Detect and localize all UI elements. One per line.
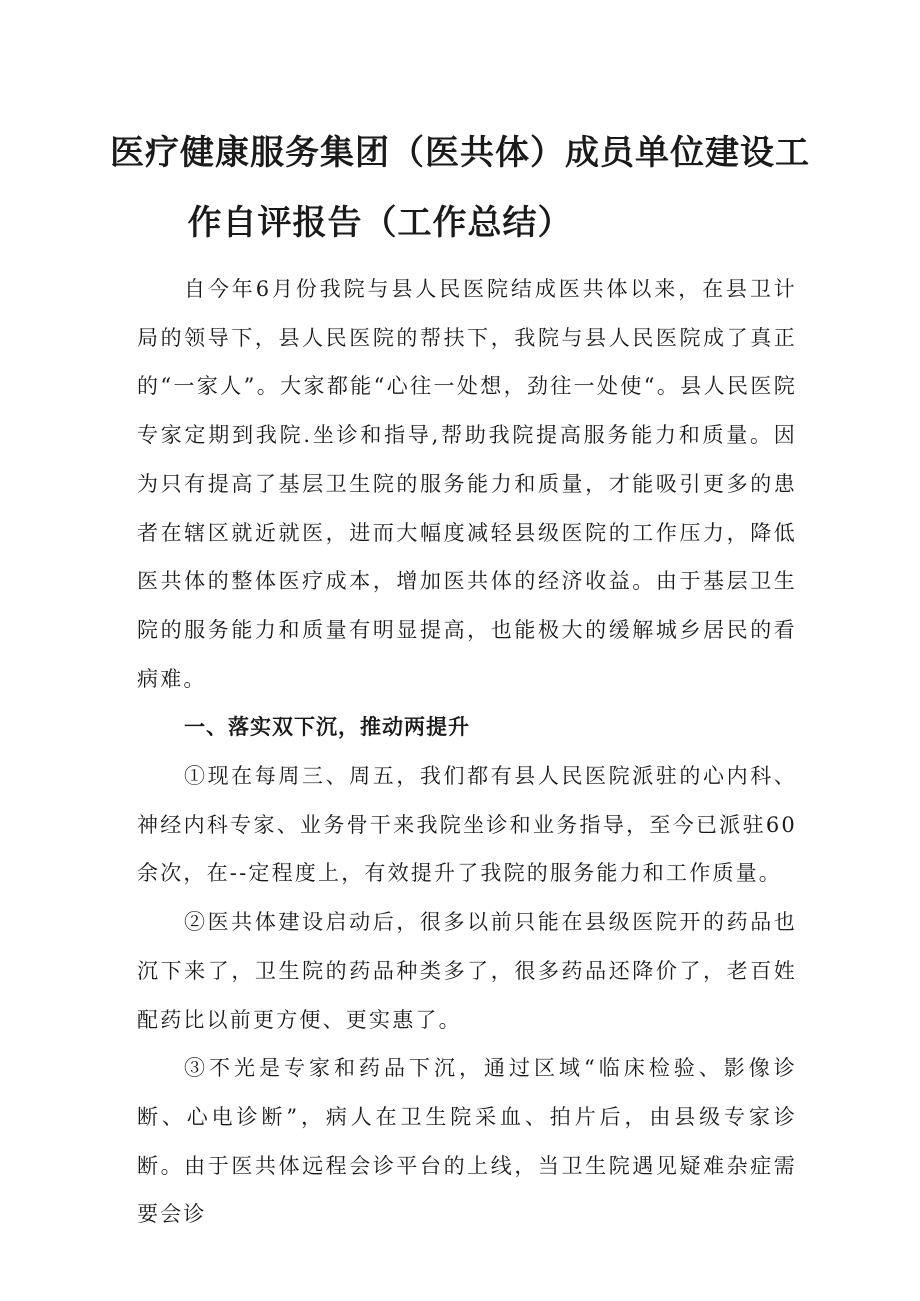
intro-paragraph: 自今年6月份我院与县人民医院结成医共体以来，在县卫计局的领导下，县人民医院的帮扶下，我院与县人民医院成了真正的“一家人”。大家都能“心往一处想，劲往一处使“。县人民医院专家定期到我院.坐诊和指导,帮助我院提高服务能力和质量。因为只有提高了基层卫生院的服务能力和质量，才能吸引更多的患者在辖区就近就医，进而大幅度减轻县级医院的工作压力，降低医共体的整体医疗成本，增加医共体的经济收益。由于基层卫生院的服务能力和质量有明显提高，也能极大的缓解城乡居民的看病难。	[137, 277, 797, 691]
document-body	[137, 265, 797, 1239]
section-heading-1: 一、落实双下沉，推动两提升	[184, 715, 470, 740]
section1-item-2: ②医共体建设启动后，很多以前只能在县级医院开的药品也沉下来了，卫生院的药品种类多了，很多药品还降价了，老百姓配药比以前更方便、更实惠了。	[137, 910, 797, 1032]
document-title-line-2: 作自评报告（工作总结）	[187, 203, 573, 243]
section1-item-1: ①现在每周三、周五，我们都有县人民医院派驻的心内科、神经内科专家、业务骨干来我院坐诊和业务指导，至今已派驻60余次，在--定程度上，有效提升了我院的服务能力和工作质量。	[137, 764, 797, 886]
section1-item-3: ③不光是专家和药品下沉，通过区域“临床检验、影像诊断、心电诊断”，病人在卫生院采血、拍片后，由县级专家诊断。由于医共体远程会诊平台的上线，当卫生院遇见疑难杂症需要会诊	[137, 1056, 797, 1227]
document-title-line-1: 医疗健康服务集团（医共体）成员单位建设工	[110, 133, 810, 173]
